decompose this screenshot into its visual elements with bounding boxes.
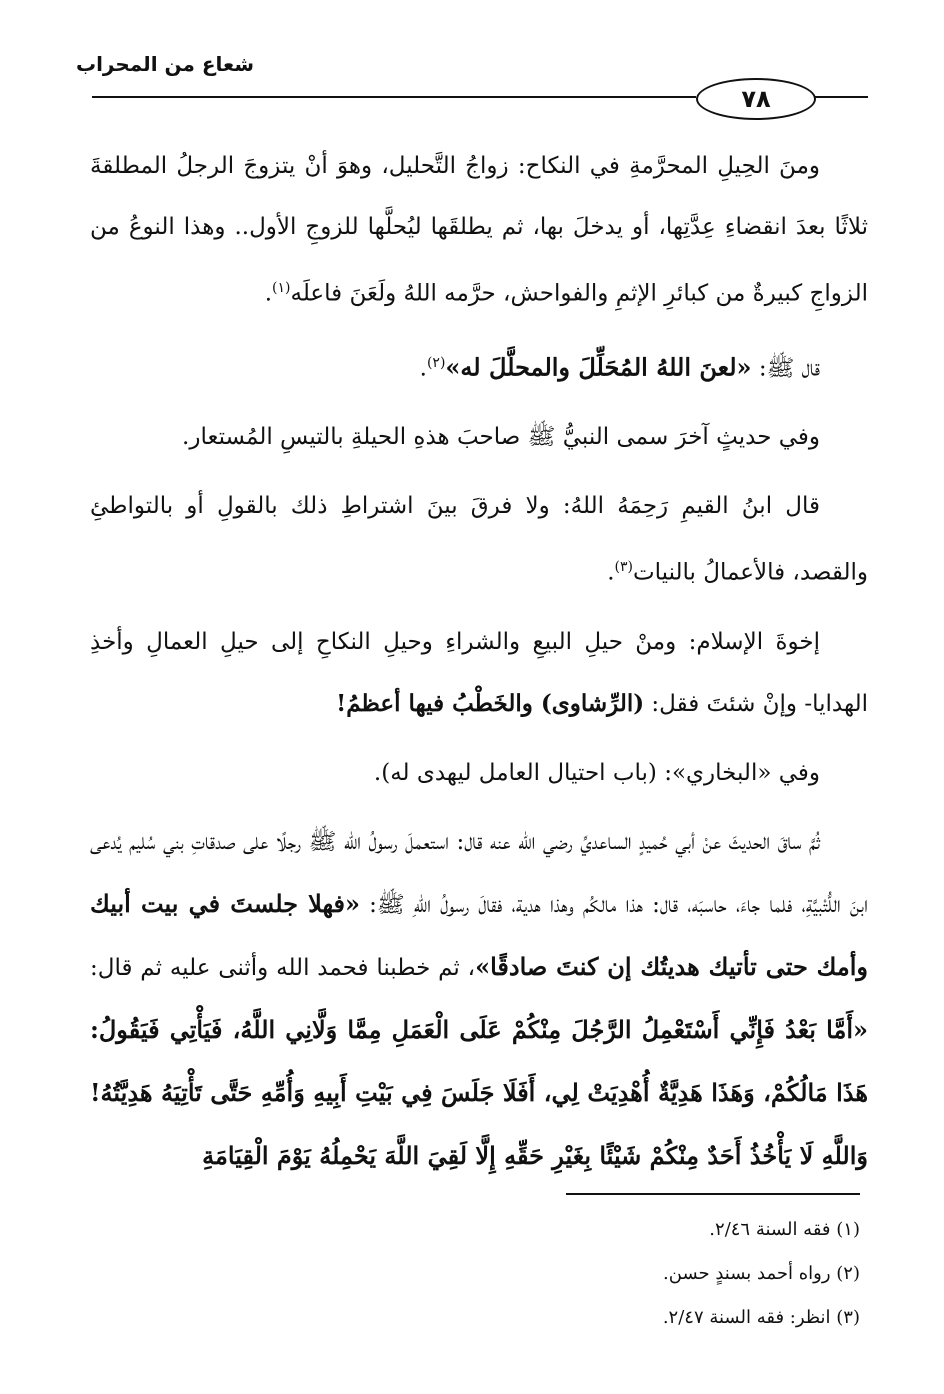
paragraph-text: وفي «البخاري»: (باب احتيال العامل ليهدى له).	[373, 759, 820, 786]
paragraph-lead: قال ﷺ:	[751, 355, 820, 382]
footnote-ref-1: (١)	[272, 280, 291, 296]
footnote-separator	[566, 1193, 860, 1195]
period: .	[607, 559, 615, 586]
paragraph-bribes	[90, 612, 868, 735]
running-header-title: شعاع من المحراب	[75, 52, 254, 76]
header-rule-left	[92, 96, 696, 98]
paragraph-tahlil	[90, 136, 868, 325]
paragraph-lead: ثُمَّ ساقَ الحديثَ عنْ أبي حُميدٍ الساعديِّ رضي الله عنه قال: استعملَ رسولُ الله ﷺ رجلًا على صدقاتِ بني سُليم يُدعى ابنَ اللُّتْبيَّةِ، فلما جاءَ، حاسبَه، قال: هذا مالكُم وهذا هدية، فقالَ رسولُ اللهِ ﷺ:	[90, 828, 868, 918]
period: .	[419, 355, 427, 382]
paragraph-text: ومنَ الحِيلِ المحرَّمةِ في النكاح: زواجُ التَّحليل، وهوَ أنْ يتزوجَ الرجلُ المطلقةَ ثلاثًا بعدَ انقضاءِ عِدَّتِها، أو يدخلَ بها، ثم يطلقَها ليُحلَّها للزوجِ الأول.. وهذا النوعُ من الزواجِ كبيرةٌ من كبائرِ الإثمِ والفواحش، حرَّمه اللهُ ولَعَنَ فاعلَه	[90, 153, 868, 307]
paragraph-text: قال ابنُ القيمِ رَحِمَهُ اللهُ: ولا فرقَ بينَ اشتراطِ ذلك بالقولِ أو بالتواطئِ والقصد، فالأعمالُ بالنيات	[90, 493, 868, 586]
paragraph-ibn-qayyim	[90, 476, 868, 604]
period: .	[264, 280, 273, 307]
emphasis: (الرِّشاوى) والخَطْبُ فيها أعظمُ!	[336, 689, 645, 717]
paragraph-borrowed-goat	[90, 407, 868, 468]
footnote-1: (١) فقه السنة ٢/٤٦.	[709, 1219, 860, 1240]
header-rule-right	[812, 96, 868, 98]
hadith-quote: «أَمَّا بَعْدُ فَإِنِّي أَسْتَعْمِلُ الرَّجُلَ مِنْكُمْ عَلَى الْعَمَلِ مِمَّا وَلَّانِي اللَّهُ، فَيَأْتِي فَيَقُولُ: هَذَا مَالُكُمْ، وَهَذَا هَدِيَّةٌ أُهْدِيَتْ لِي، أَفَلَا جَلَسَ فِي بَيْتِ أَبِيهِ وَأُمِّهِ حَتَّى تَأْتِيَهُ هَدِيَّتُهُ! وَاللَّهِ لَا يَأْخُذُ أَحَدٌ مِنْكُمْ شَيْئًا بِغَيْرِ حَقِّهِ إِلَّا لَقِيَ اللَّهَ يَحْمِلُهُ يَوْمَ الْقِيَامَةِ	[90, 1014, 868, 1170]
footnote-2: (٢) رواه أحمد بسندٍ حسن.	[663, 1263, 860, 1284]
footnote-ref-2: (٢)	[426, 354, 446, 371]
paragraph-text: وفي حديثٍ آخرَ سمى النبيُّ ﷺ صاحبَ هذهِ الحيلةِ بالتيسِ المُستعار.	[182, 424, 820, 451]
footnotes	[440, 1208, 860, 1340]
paragraph-hadith-curse	[90, 333, 868, 400]
paragraph-lead: إخوةَ الإسلام: ومنْ حيلِ البيعِ والشراءِ وحيلِ النكاحِ إلى حيلِ العمالِ وأخذِ الهدايا- وإنْ شئتَ فقل:	[90, 628, 868, 717]
page-number: ٧٨	[696, 78, 816, 120]
hadith-quote: «فهلا جلستَ في بيت أبيك وأمك حتى تأتيك هديتُك إن كنتَ صادقًا»	[90, 888, 868, 981]
footnote-3: (٣) انظر: فقه السنة ٢/٤٧.	[662, 1307, 860, 1328]
footnote-ref-3: (٣)	[614, 559, 633, 576]
main-text	[90, 136, 868, 1188]
paragraph-ibn-lutbiyya	[90, 812, 868, 1188]
paragraph-mid: ، ثم خطبنا فحمد الله وأثنى عليه ثم قال:	[90, 954, 476, 981]
hadith-quote: «لعنَ اللهُ المُحَلِّلَ والمحلَّلَ له»	[445, 352, 752, 382]
paragraph-bukhari	[90, 743, 868, 804]
